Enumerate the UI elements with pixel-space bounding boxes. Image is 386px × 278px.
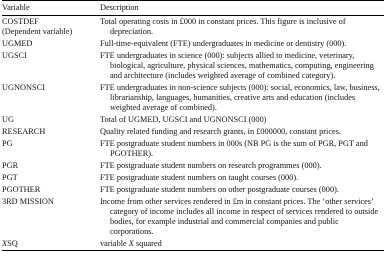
description-cell: [100, 50, 384, 82]
description-text: FTE undergraduates in non-science subjects (000): social, economics, law, business, librarianship, languages, humanities, creative arts and education (includes weighted average of combined).: [100, 83, 380, 112]
description-text: FTE postgraduate student numbers on taught courses (000).: [100, 173, 299, 182]
description-text: FTE postgraduate student numbers in 000s (NB PG is the sum of PGR, PGT and PGOTHER).: [100, 139, 368, 158]
variable-x-italic: X: [2, 239, 8, 248]
variable-cell: UG: [2, 115, 14, 124]
table-row: [2, 82, 384, 114]
variable-cell: [2, 16, 100, 39]
table-row: [2, 16, 384, 39]
description-suffix: squared: [133, 239, 162, 248]
table-row: [2, 196, 384, 238]
description-cell: [100, 172, 384, 184]
description-x-italic: X: [128, 239, 134, 248]
table-row: [2, 138, 384, 160]
variables-table: [2, 0, 384, 251]
description-text: Income from other services rendered in £m in constant prices. The ‘other services’ category of income includes all income in respect of services rendered to outside bodies, for example industrial and commercial companies and public corporations.: [100, 197, 379, 236]
table-row: [2, 126, 384, 138]
description-cell: [100, 114, 384, 126]
variable-cell: PGR: [2, 161, 19, 170]
description-cell: [100, 16, 384, 39]
description-cell: [100, 238, 384, 251]
variable-cell: UGMED: [2, 39, 33, 48]
table-row: [2, 172, 384, 184]
header-variable: Variable: [2, 1, 100, 16]
description-text: FTE postgraduate student numbers on other postgraduate courses (000).: [100, 185, 339, 194]
variable-cell: 3RD MISSION: [2, 197, 54, 206]
variable-cell: UGNONSCI: [2, 83, 45, 92]
variable-cell: PG: [2, 139, 13, 148]
table-row: [2, 238, 384, 251]
variable-note: (Dependent variable): [2, 27, 73, 36]
header-row: [2, 1, 384, 16]
description-cell: [100, 126, 384, 138]
variable-cell: UGSCI: [2, 51, 27, 60]
description-cell: [100, 82, 384, 114]
variable-suffix: SQ: [7, 239, 18, 248]
description-text: FTE postgraduate student numbers on research programmes (000).: [100, 161, 322, 170]
description-text: FTE undergraduates in science (000): subjects allied to medicine, veterinary, biological, agriculture, physical sciences, mathematics, computing, engineering and architecture (includes weighted average of combined category).: [100, 51, 374, 80]
table-row: [2, 184, 384, 196]
description-cell: [100, 184, 384, 196]
table-row: [2, 38, 384, 50]
table-row: [2, 50, 384, 82]
description-cell: [100, 138, 384, 160]
description-text: Total operating costs in £000 in constant prices. This figure is inclusive of depreciation.: [100, 17, 346, 36]
table-header: [2, 1, 384, 16]
table-row: [2, 114, 384, 126]
description-cell: [100, 196, 384, 238]
description-prefix: variable: [100, 239, 129, 248]
description-text: Full-time-equivalent (FTE) undergraduates in medicine or dentistry (000).: [100, 39, 347, 48]
variable-cell: PGT: [2, 173, 18, 182]
variable-cell: RESEARCH: [2, 127, 46, 136]
header-description: Description: [100, 1, 384, 16]
table-body: [2, 16, 384, 251]
variable-name: COSTDEF: [2, 17, 39, 26]
description-cell: [100, 38, 384, 50]
table-row: [2, 160, 384, 172]
description-text: Quality related funding and research grants, in £000000, constant prices.: [100, 127, 341, 136]
description-cell: [100, 160, 384, 172]
variable-cell: PGOTHER: [2, 185, 41, 194]
description-text: Total of UGMED, UGSCI and UGNONSCI (000): [100, 115, 267, 124]
variable-cell: [2, 238, 100, 251]
